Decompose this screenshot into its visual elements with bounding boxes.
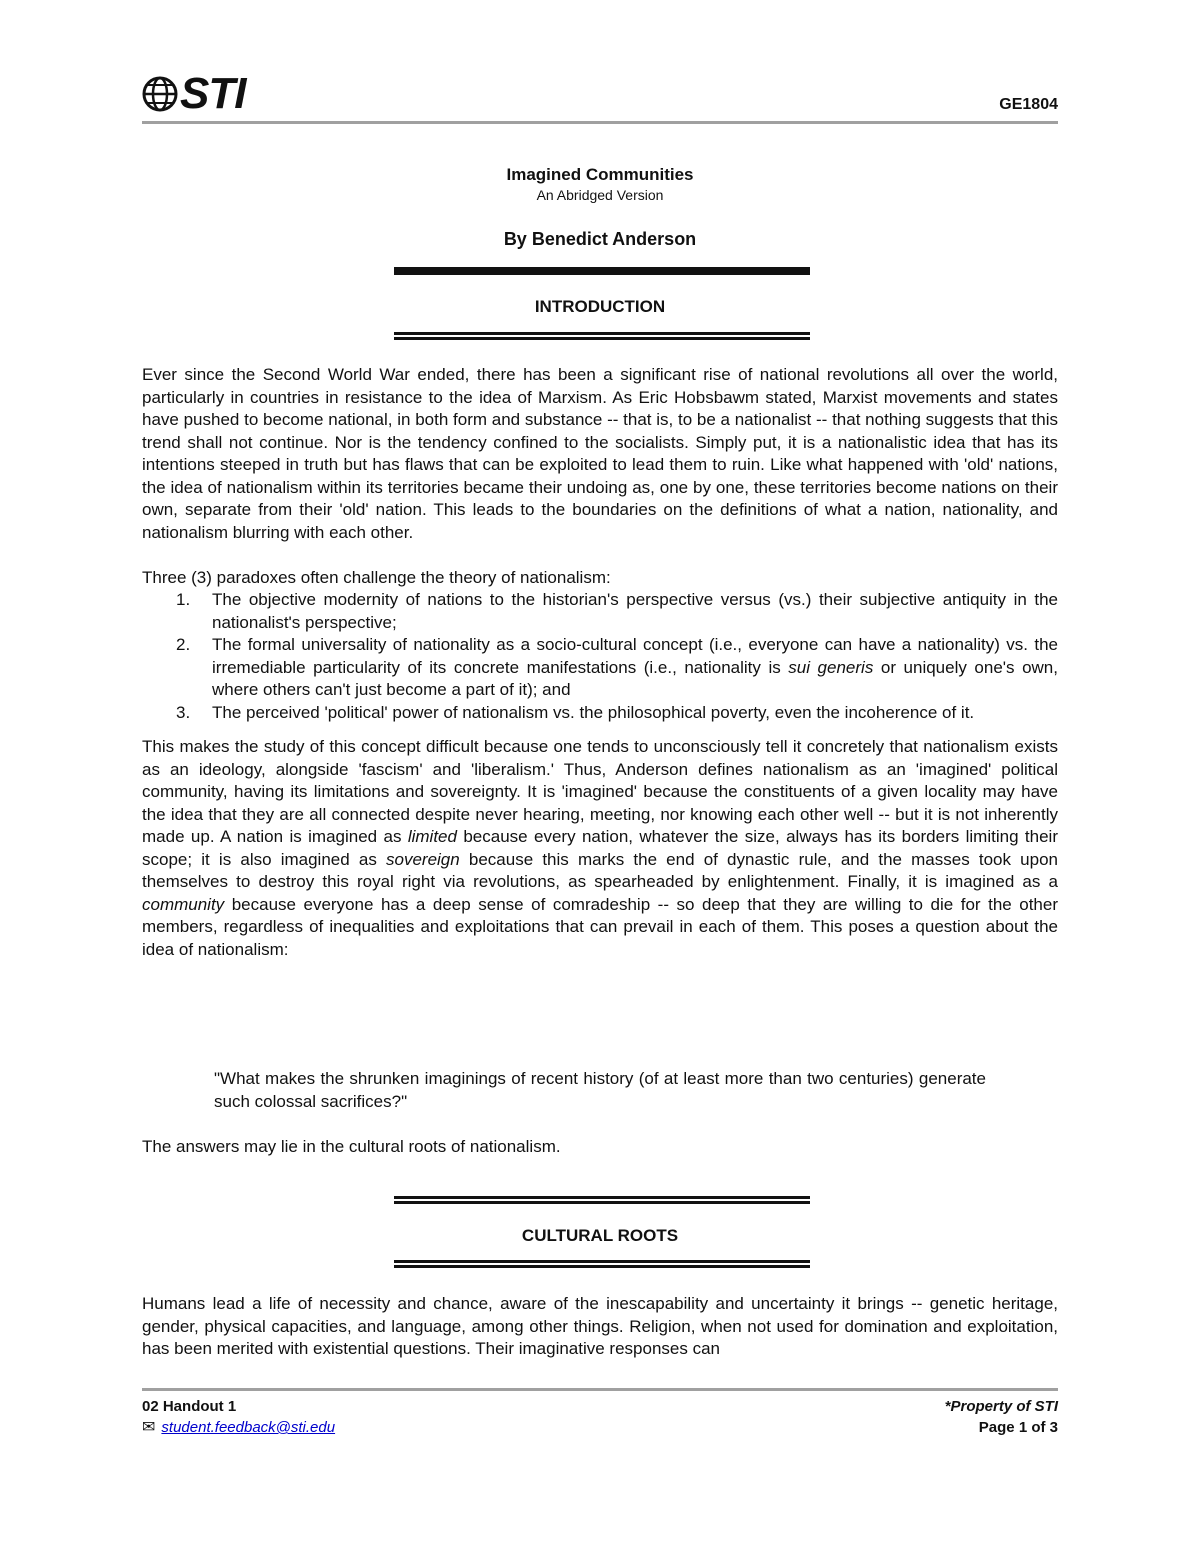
section-heading-introduction: INTRODUCTION <box>534 297 666 316</box>
intro-paragraph-3: This makes the study of this concept difficult because one tends to unconsciously tell it concretely that nationalism exists as an ideology, alongside 'fascism' and 'liberalism.' Thus, Anderson defines nationalism as an 'imagined' political community, having its limitations and sovereignty. It is 'imagined' because the constituents of a given locality may have the idea that they are all connected despite never hearing, meeting, nor knowing each other well -- but it is not inherently made up. A nation is imagined as limited because every nation, whatever the size, always has its borders limiting their scope; it is also imagined as sovereign because this marks the end of dynastic rule, and the masses took upon themselves to destroy this royal right via revolutions, as spearheaded by enlightenment. Finally, it is imagined as a community because everyone has a deep sense of comradeship -- so deep that they are willing to die for the other members, regardless of inequalities and exploitations that can prevail in each of them. This poses a question about the idea of nationalism: <box>142 737 1059 959</box>
logo-text: STI <box>180 69 246 118</box>
sti-logo <box>142 69 246 118</box>
handout-label: 02 Handout 1 <box>142 1398 237 1415</box>
section-divider <box>394 1260 810 1268</box>
paradox-lead: Three (3) paradoxes often challenge the theory of nationalism: <box>142 567 611 587</box>
title-divider <box>394 267 810 275</box>
list-item: 2. The formal universality of nationality as a socio-cultural concept (i.e., everyone can have a nationality) vs. the irremediable particularity of its concrete manifestations (i.e., nationality is sui generis or uniquely one's own, where others can't just become a part of it); and <box>176 635 1058 699</box>
email-link[interactable]: student.feedback@sti.edu <box>161 1419 336 1436</box>
section-divider <box>394 1196 810 1204</box>
document-author: By Benedict Anderson <box>503 229 697 249</box>
section-divider <box>394 332 810 340</box>
cultural-paragraph-1: Humans lead a life of necessity and chance, aware of the inescapability and uncertainty it brings -- genetic heritage, gender, physical capacities, and language, among other things. Religion, when not used for domination and exploitation, has been merited with existential questions. Their imaginative responses can <box>142 1294 1058 1358</box>
document-title: Imagined Communities <box>506 165 694 184</box>
feedback-email <box>142 1419 335 1436</box>
header-divider <box>142 121 1058 124</box>
intro-paragraph-1: Ever since the Second World War ended, there has been a significant rise of national revolutions all over the world, particularly in countries in resistance to the idea of Marxism. As Eric Hobsbawm stated, Marxist movements and states have pushed to become national, in both form and substance -- that is, to be a nationalist -- that nothing suggests that this trend shall not continue. Nor is the tendency confined to the socialists. Simply put, it is a nationalistic idea that has its intentions steeped in truth but has flaws that can be exploited to lead them to ruin. Like what happened with 'old' nations, the idea of nationalism within its territories became their undoing as, one by one, these territories become nations on their own, separate from their 'old' nation. This leads to the boundaries on the definitions of what a nation, nationality, and nationalism blurring with each other. <box>142 365 1058 542</box>
intro-body <box>142 364 1058 961</box>
list-item: 3. The perceived 'political' power of nationalism vs. the philosophical poverty, even the incoherence of it. <box>176 702 975 722</box>
globe-icon <box>142 74 178 114</box>
property-label: *Property of STI <box>944 1398 1058 1415</box>
footer-divider <box>142 1388 1058 1391</box>
list-item: 1. The objective modernity of nations to the historian's perspective versus (vs.) their subjective antiquity in the nationalist's perspective; <box>176 590 1058 632</box>
intro-paragraph-4: The answers may lie in the cultural roots of nationalism. <box>142 1137 561 1156</box>
course-code: GE1804 <box>999 96 1058 113</box>
envelope-icon: ✉ <box>142 1418 156 1436</box>
paradox-list <box>142 589 1058 724</box>
page-number: Page 1 of 3 <box>978 1419 1058 1436</box>
section-heading-cultural-roots: CULTURAL ROOTS <box>521 1226 679 1245</box>
document-subtitle: An Abridged Version <box>536 187 664 203</box>
block-quote: "What makes the shrunken imaginings of recent history (of at least more than two centuries) generate such colossal sacrifices?" <box>214 1069 986 1111</box>
